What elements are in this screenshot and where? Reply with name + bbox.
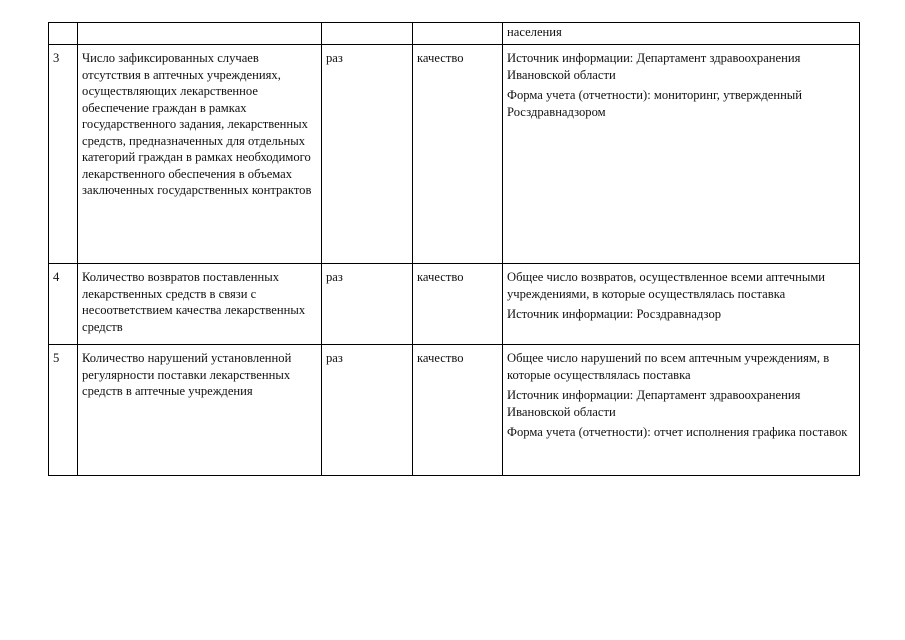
table-row-continuation: [49, 23, 860, 45]
indicator-name: Число зафиксированных случаев отсутствия в аптечных учреждениях, осуществляющих лекарственное обеспечение граждан в рамках государственного задания, лекарственных средств, предназначенных для отдельных категорий граждан в рамках необходимого лекарственного обеспечения в объемах заключенных государственных контрактов: [78, 45, 322, 264]
description-paragraph: Форма учета (отчетности): мониторинг, утвержденный Росздравнадзором: [507, 88, 803, 119]
cell-type: [413, 23, 503, 45]
continuation-text: населения: [507, 25, 562, 39]
table-row: [49, 264, 860, 345]
description-paragraph: Источник информации: Департамент здравоохранения Ивановской области: [507, 51, 801, 82]
row-number: 4: [49, 264, 78, 345]
table-row: [49, 45, 860, 264]
indicator-description: [503, 45, 860, 264]
indicator-name: Количество нарушений установленной регулярности поставки лекарственных средств в аптечные учреждения: [78, 345, 322, 476]
indicator-description: [503, 345, 860, 476]
description-paragraph: Источник информации: Департамент здравоохранения Ивановской области: [507, 388, 801, 419]
unit-of-measure: раз: [322, 264, 413, 345]
cell-unit: [322, 23, 413, 45]
cell-desc: [503, 23, 860, 45]
unit-of-measure: раз: [322, 45, 413, 264]
description-paragraph: Форма учета (отчетности): отчет исполнения графика поставок: [507, 425, 848, 439]
indicator-type: качество: [413, 45, 503, 264]
indicator-type: качество: [413, 264, 503, 345]
indicator-table: [48, 22, 860, 476]
cell-name: [78, 23, 322, 45]
indicator-type: качество: [413, 345, 503, 476]
description-paragraph: Общее число возвратов, осуществленное всеми аптечными учреждениями, в которые осуществлялась поставка: [507, 270, 826, 301]
row-number: 3: [49, 45, 78, 264]
row-number: 5: [49, 345, 78, 476]
description-paragraph: Общее число нарушений по всем аптечным учреждениям, в которые осуществлялась поставка: [507, 351, 830, 382]
cell-num: [49, 23, 78, 45]
description-paragraph: Источник информации: Росздравнадзор: [507, 307, 722, 321]
table-row: [49, 345, 860, 476]
unit-of-measure: раз: [322, 345, 413, 476]
indicator-description: [503, 264, 860, 345]
indicator-name: Количество возвратов поставленных лекарственных средств в связи с несоответствием качества лекарственных средств: [78, 264, 322, 345]
